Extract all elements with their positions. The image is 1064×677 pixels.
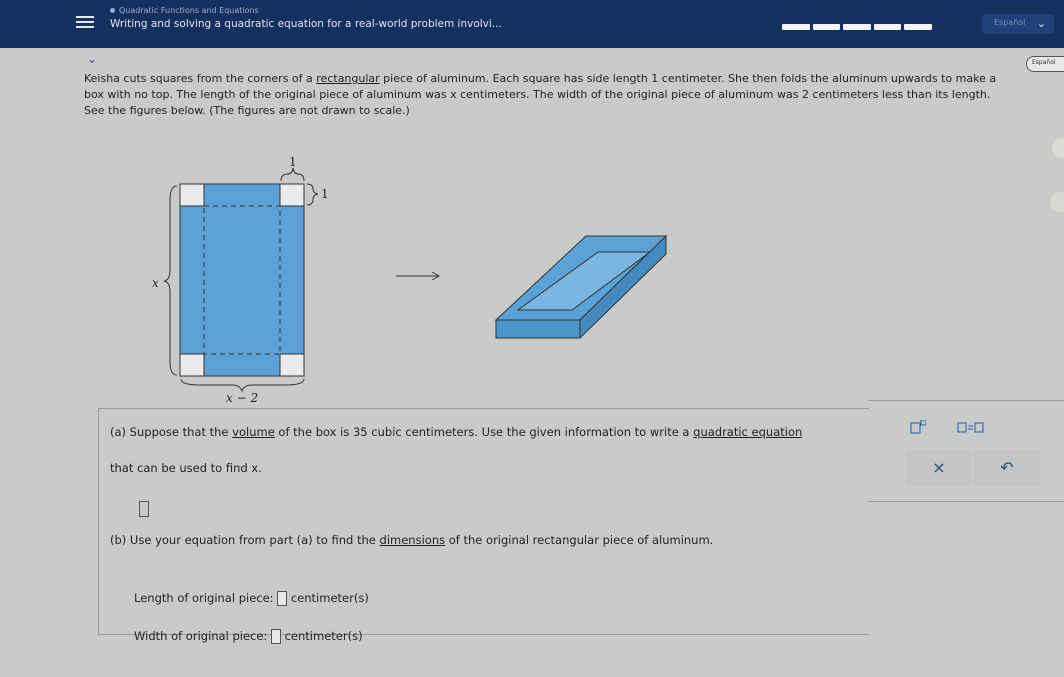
- width-row: [134, 629, 363, 644]
- part-a-text-1: (a) Suppose that the: [110, 425, 233, 439]
- width-label-text: Width of original piece:: [134, 629, 268, 643]
- length-answer-input[interactable]: [277, 591, 287, 606]
- undo-button[interactable]: ↶: [974, 450, 1040, 486]
- corner-square: [280, 184, 304, 206]
- part-b-text-1: (b) Use your equation from part (a) to find the: [110, 533, 380, 547]
- part-b-question: [110, 533, 713, 547]
- left-brace: [164, 186, 177, 375]
- corner-square: [280, 354, 304, 376]
- problem-text-2: piece of aluminum. Each square has side length 1 centimeter. She then folds the aluminum upwards to make a box with no top. The length of the original piece of aluminum was x centimeters. The width of the original piece of aluminum was 2 centimeters less than its length. See the figures below. (The figures are not drawn to scale.): [84, 72, 997, 117]
- clear-button[interactable]: ×: [906, 450, 972, 486]
- length-row: [134, 591, 369, 606]
- collapse-chevron-icon[interactable]: ⌄: [87, 52, 98, 66]
- top-brace: [281, 168, 304, 181]
- part-b-text-2: of the original rectangular piece of aluminum.: [445, 533, 714, 547]
- box-front: [496, 320, 580, 338]
- page-title: Writing and solving a quadratic equation for a real-world problem involvi...: [110, 18, 502, 30]
- part-a-question: [110, 425, 802, 439]
- dimensions-link[interactable]: dimensions: [379, 533, 446, 547]
- length-unit: centimeter(s): [290, 591, 369, 605]
- equals-template-icon[interactable]: [957, 420, 987, 434]
- language-button-label: Español: [1032, 59, 1056, 66]
- breadcrumb-text: Quadratic Functions and Equations: [119, 6, 259, 15]
- corner-square: [180, 354, 204, 376]
- chevron-down-icon: ⌄: [1036, 17, 1046, 30]
- width-answer-input[interactable]: [271, 629, 281, 644]
- part-a-question-line2: that can be used to find x.: [110, 461, 262, 475]
- bottom-brace: [181, 379, 304, 391]
- right-brace: [307, 184, 318, 205]
- rectangular-link[interactable]: rectangular: [316, 72, 380, 85]
- problem-text-1: Keisha cuts squares from the corners of a: [84, 72, 317, 85]
- width-label: x − 2: [226, 391, 259, 405]
- top-side-label: 1: [289, 155, 297, 169]
- part-a-text-2: of the box is 35 cubic centimeters. Use the given information to write a: [274, 425, 694, 439]
- width-unit: centimeter(s): [284, 629, 363, 643]
- length-label: x: [152, 276, 159, 290]
- superscript-icon[interactable]: [910, 420, 924, 434]
- header-dropdown-label: Español: [994, 18, 1026, 27]
- aluminum-sheet: [180, 184, 304, 376]
- length-label-text: Length of original piece:: [134, 591, 274, 605]
- right-side-label: 1: [321, 187, 329, 201]
- volume-link[interactable]: volume: [232, 425, 275, 439]
- equation-answer-input[interactable]: [139, 501, 149, 517]
- corner-square: [180, 184, 204, 206]
- quadratic-equation-link[interactable]: quadratic equation: [693, 425, 803, 439]
